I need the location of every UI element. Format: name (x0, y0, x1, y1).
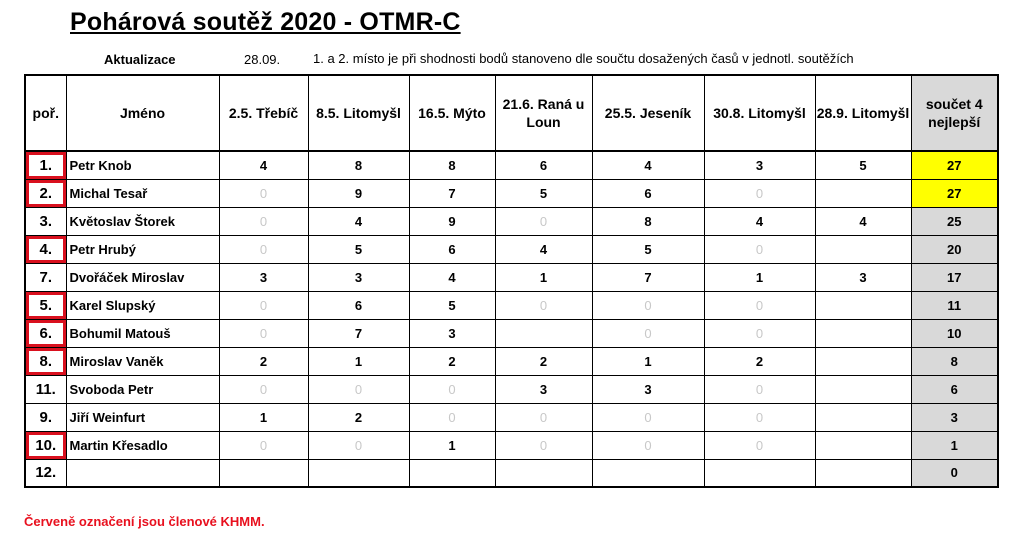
rank-value: 5. (39, 296, 52, 314)
table-row (25, 347, 998, 375)
header-race: 16.5. Mýto (409, 75, 495, 151)
score-cell: 0 (495, 291, 592, 319)
score-cell: 0 (495, 431, 592, 459)
score-cell: 1 (219, 403, 308, 431)
header-race: 21.6. Raná u Loun (495, 75, 592, 151)
score-cell (815, 459, 911, 487)
score-cell: 2 (219, 347, 308, 375)
score-cell: 5 (409, 291, 495, 319)
header-race: 28.9. Litomyšl (815, 75, 911, 151)
score-cell: 1 (409, 431, 495, 459)
competitor-name: Petr Hrubý (66, 235, 219, 263)
score-cell: 0 (409, 375, 495, 403)
score-cell: 2 (495, 347, 592, 375)
header-rank: poř. (25, 75, 66, 151)
score-cell: 0 (219, 291, 308, 319)
score-cell (592, 459, 704, 487)
sum-cell: 10 (911, 319, 998, 347)
competitor-name: Dvořáček Miroslav (66, 263, 219, 291)
rank-value: 7. (39, 268, 52, 286)
score-cell: 0 (219, 207, 308, 235)
score-cell: 0 (495, 403, 592, 431)
score-cell: 3 (815, 263, 911, 291)
score-cell: 2 (409, 347, 495, 375)
score-cell: 0 (704, 179, 815, 207)
score-cell (815, 235, 911, 263)
rank-value: 11. (35, 380, 56, 398)
rank-cell (25, 291, 66, 319)
score-cell (704, 459, 815, 487)
score-cell: 6 (409, 235, 495, 263)
sum-cell: 20 (911, 235, 998, 263)
score-cell: 0 (704, 403, 815, 431)
table-row (25, 235, 998, 263)
sum-cell: 27 (911, 179, 998, 207)
score-cell (815, 319, 911, 347)
rank-cell (25, 263, 66, 291)
competitor-name: Karel Slupský (66, 291, 219, 319)
score-cell: 4 (308, 207, 409, 235)
score-cell: 0 (219, 235, 308, 263)
sum-cell: 6 (911, 375, 998, 403)
score-cell: 2 (308, 403, 409, 431)
score-cell: 4 (495, 235, 592, 263)
member-footnote: Červeně označení jsou členové KHMM. (24, 514, 265, 529)
competitor-name: Bohumil Matouš (66, 319, 219, 347)
header-race: 2.5. Třebíč (219, 75, 308, 151)
header-name: Jméno (66, 75, 219, 151)
competitor-name: Michal Tesař (66, 179, 219, 207)
rank-value: 6. (39, 324, 52, 342)
score-cell: 3 (308, 263, 409, 291)
sum-cell: 27 (911, 151, 998, 179)
rank-value: 12. (35, 464, 57, 482)
score-cell: 0 (219, 431, 308, 459)
rank-value: 2. (39, 184, 52, 202)
header-sum: součet 4 nejlepší (911, 75, 998, 151)
rank-value: 1. (39, 156, 52, 174)
sum-cell: 8 (911, 347, 998, 375)
score-cell: 0 (704, 375, 815, 403)
header-race: 8.5. Litomyšl (308, 75, 409, 151)
header-race: 25.5. Jeseník (592, 75, 704, 151)
score-cell (495, 319, 592, 347)
header-race: 30.8. Litomyšl (704, 75, 815, 151)
score-cell: 0 (704, 431, 815, 459)
score-cell: 0 (495, 207, 592, 235)
score-cell: 6 (495, 151, 592, 179)
score-cell: 4 (409, 263, 495, 291)
sum-cell: 0 (911, 459, 998, 487)
table-row (25, 207, 998, 235)
score-cell: 5 (495, 179, 592, 207)
score-cell: 3 (409, 319, 495, 347)
score-cell (495, 459, 592, 487)
score-cell (409, 459, 495, 487)
sum-cell: 11 (911, 291, 998, 319)
score-cell: 0 (592, 403, 704, 431)
score-cell: 0 (409, 403, 495, 431)
score-cell (815, 375, 911, 403)
score-cell (815, 431, 911, 459)
score-cell (815, 403, 911, 431)
rank-value: 10. (35, 436, 57, 454)
rank-cell (25, 319, 66, 347)
rank-value: 3. (39, 212, 52, 230)
score-cell (815, 347, 911, 375)
score-cell: 9 (308, 179, 409, 207)
competitor-name (66, 459, 219, 487)
results-body (25, 151, 998, 487)
score-cell: 7 (409, 179, 495, 207)
sum-cell: 3 (911, 403, 998, 431)
score-cell: 3 (495, 375, 592, 403)
score-cell: 4 (704, 207, 815, 235)
table-row (25, 179, 998, 207)
results-table (24, 74, 999, 488)
score-cell: 8 (409, 151, 495, 179)
table-row (25, 375, 998, 403)
table-row (25, 291, 998, 319)
competitor-name: Jiří Weinfurt (66, 403, 219, 431)
score-cell: 4 (219, 151, 308, 179)
rank-cell (25, 431, 66, 459)
score-cell (308, 459, 409, 487)
score-cell: 9 (409, 207, 495, 235)
score-cell: 8 (308, 151, 409, 179)
score-cell: 8 (592, 207, 704, 235)
sum-cell: 25 (911, 207, 998, 235)
update-date: 28.09. (244, 52, 281, 67)
rank-cell (25, 207, 66, 235)
rank-cell (25, 235, 66, 263)
score-cell: 7 (592, 263, 704, 291)
score-cell: 4 (815, 207, 911, 235)
score-cell: 1 (495, 263, 592, 291)
table-row (25, 151, 998, 179)
score-cell: 3 (219, 263, 308, 291)
results-table-wrapper (24, 74, 999, 488)
rank-value: 4. (39, 240, 52, 258)
rank-cell (25, 375, 66, 403)
competitor-name: Květoslav Štorek (66, 207, 219, 235)
score-cell: 0 (704, 235, 815, 263)
page-title: Pohárová soutěž 2020 - OTMR-C (70, 8, 461, 36)
score-cell: 6 (308, 291, 409, 319)
score-cell: 2 (704, 347, 815, 375)
score-cell: 0 (592, 431, 704, 459)
score-cell: 3 (704, 151, 815, 179)
sum-cell: 17 (911, 263, 998, 291)
score-cell (219, 459, 308, 487)
competitor-name: Petr Knob (66, 151, 219, 179)
rank-value: 8. (39, 352, 52, 370)
rank-cell (25, 347, 66, 375)
rank-cell (25, 179, 66, 207)
table-row (25, 319, 998, 347)
score-cell: 5 (308, 235, 409, 263)
score-cell: 0 (219, 179, 308, 207)
rank-cell (25, 403, 66, 431)
score-cell: 0 (704, 319, 815, 347)
table-row (25, 263, 998, 291)
rank-cell (25, 151, 66, 179)
score-cell: 0 (308, 375, 409, 403)
competitor-name: Miroslav Vaněk (66, 347, 219, 375)
score-cell: 1 (308, 347, 409, 375)
score-cell: 6 (592, 179, 704, 207)
score-cell (815, 291, 911, 319)
score-cell: 0 (704, 291, 815, 319)
table-row (25, 431, 998, 459)
header-row (25, 75, 998, 151)
score-cell: 0 (219, 375, 308, 403)
score-cell: 7 (308, 319, 409, 347)
update-label: Aktualizace (104, 52, 176, 67)
table-row (25, 403, 998, 431)
competitor-name: Martin Křesadlo (66, 431, 219, 459)
score-cell (815, 179, 911, 207)
score-cell: 1 (592, 347, 704, 375)
rank-value: 9. (39, 408, 52, 426)
tiebreak-note: 1. a 2. místo je při shodnosti bodů stanoveno dle součtu dosažených časů v jednotl. soutěžích (313, 51, 854, 66)
score-cell: 1 (704, 263, 815, 291)
score-cell: 5 (592, 235, 704, 263)
score-cell: 0 (308, 431, 409, 459)
table-row (25, 459, 998, 487)
rank-cell (25, 459, 66, 487)
competitor-name: Svoboda Petr (66, 375, 219, 403)
score-cell: 4 (592, 151, 704, 179)
score-cell: 0 (219, 319, 308, 347)
score-cell: 0 (592, 319, 704, 347)
sum-cell: 1 (911, 431, 998, 459)
score-cell: 0 (592, 291, 704, 319)
score-cell: 3 (592, 375, 704, 403)
score-cell: 5 (815, 151, 911, 179)
